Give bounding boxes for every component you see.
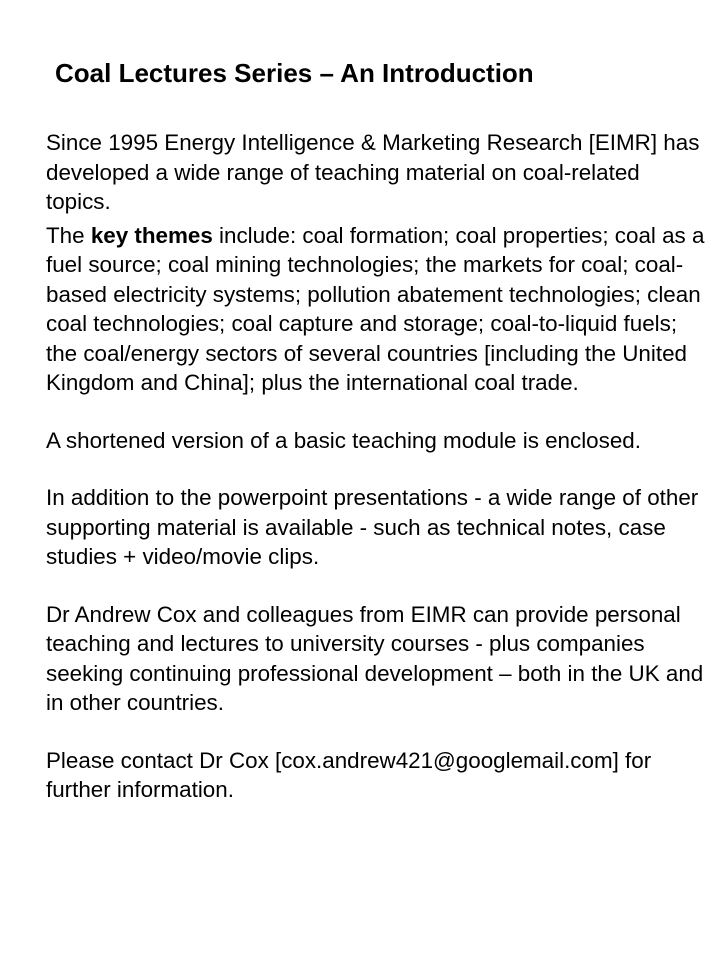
contact-paragraph: Please contact Dr Cox [cox.andrew421@googlemail.com] for further information. [46,747,652,802]
key-themes-prefix: The [46,222,91,248]
teaching-paragraph: Dr Andrew Cox and colleagues from EIMR can provide personal teaching and lectures to university courses - plus companies seeking continuing professional development – both in the UK and in other countries. [46,601,704,715]
key-themes-keyword: key themes [90,222,213,248]
slide-body [46,128,706,805]
key-themes-paragraph [46,221,706,398]
key-themes-text: include: coal formation; coal properties; coal as a fuel source; coal mining technologies; the markets for coal; coal-based electricity systems; pollution abatement technologies; clean coal technologies; coal capture and storage; coal-to-liquid fuels; the coal/energy sectors of several countries [including the United Kingdom and China]; plus the international coal trade. [46,222,705,395]
module-paragraph: A shortened version of a basic teaching module is enclosed. [46,427,641,453]
intro-paragraph: Since 1995 Energy Intelligence & Marketing Research [EIMR] has developed a wide range of teaching material on coal-related topics. [46,130,700,214]
page-title: Coal Lectures Series – An Introduction [55,58,534,88]
supporting-material-paragraph: In addition to the powerpoint presentations - a wide range of other supporting material is available - such as technical notes, case studies + video/movie clips. [46,485,699,569]
